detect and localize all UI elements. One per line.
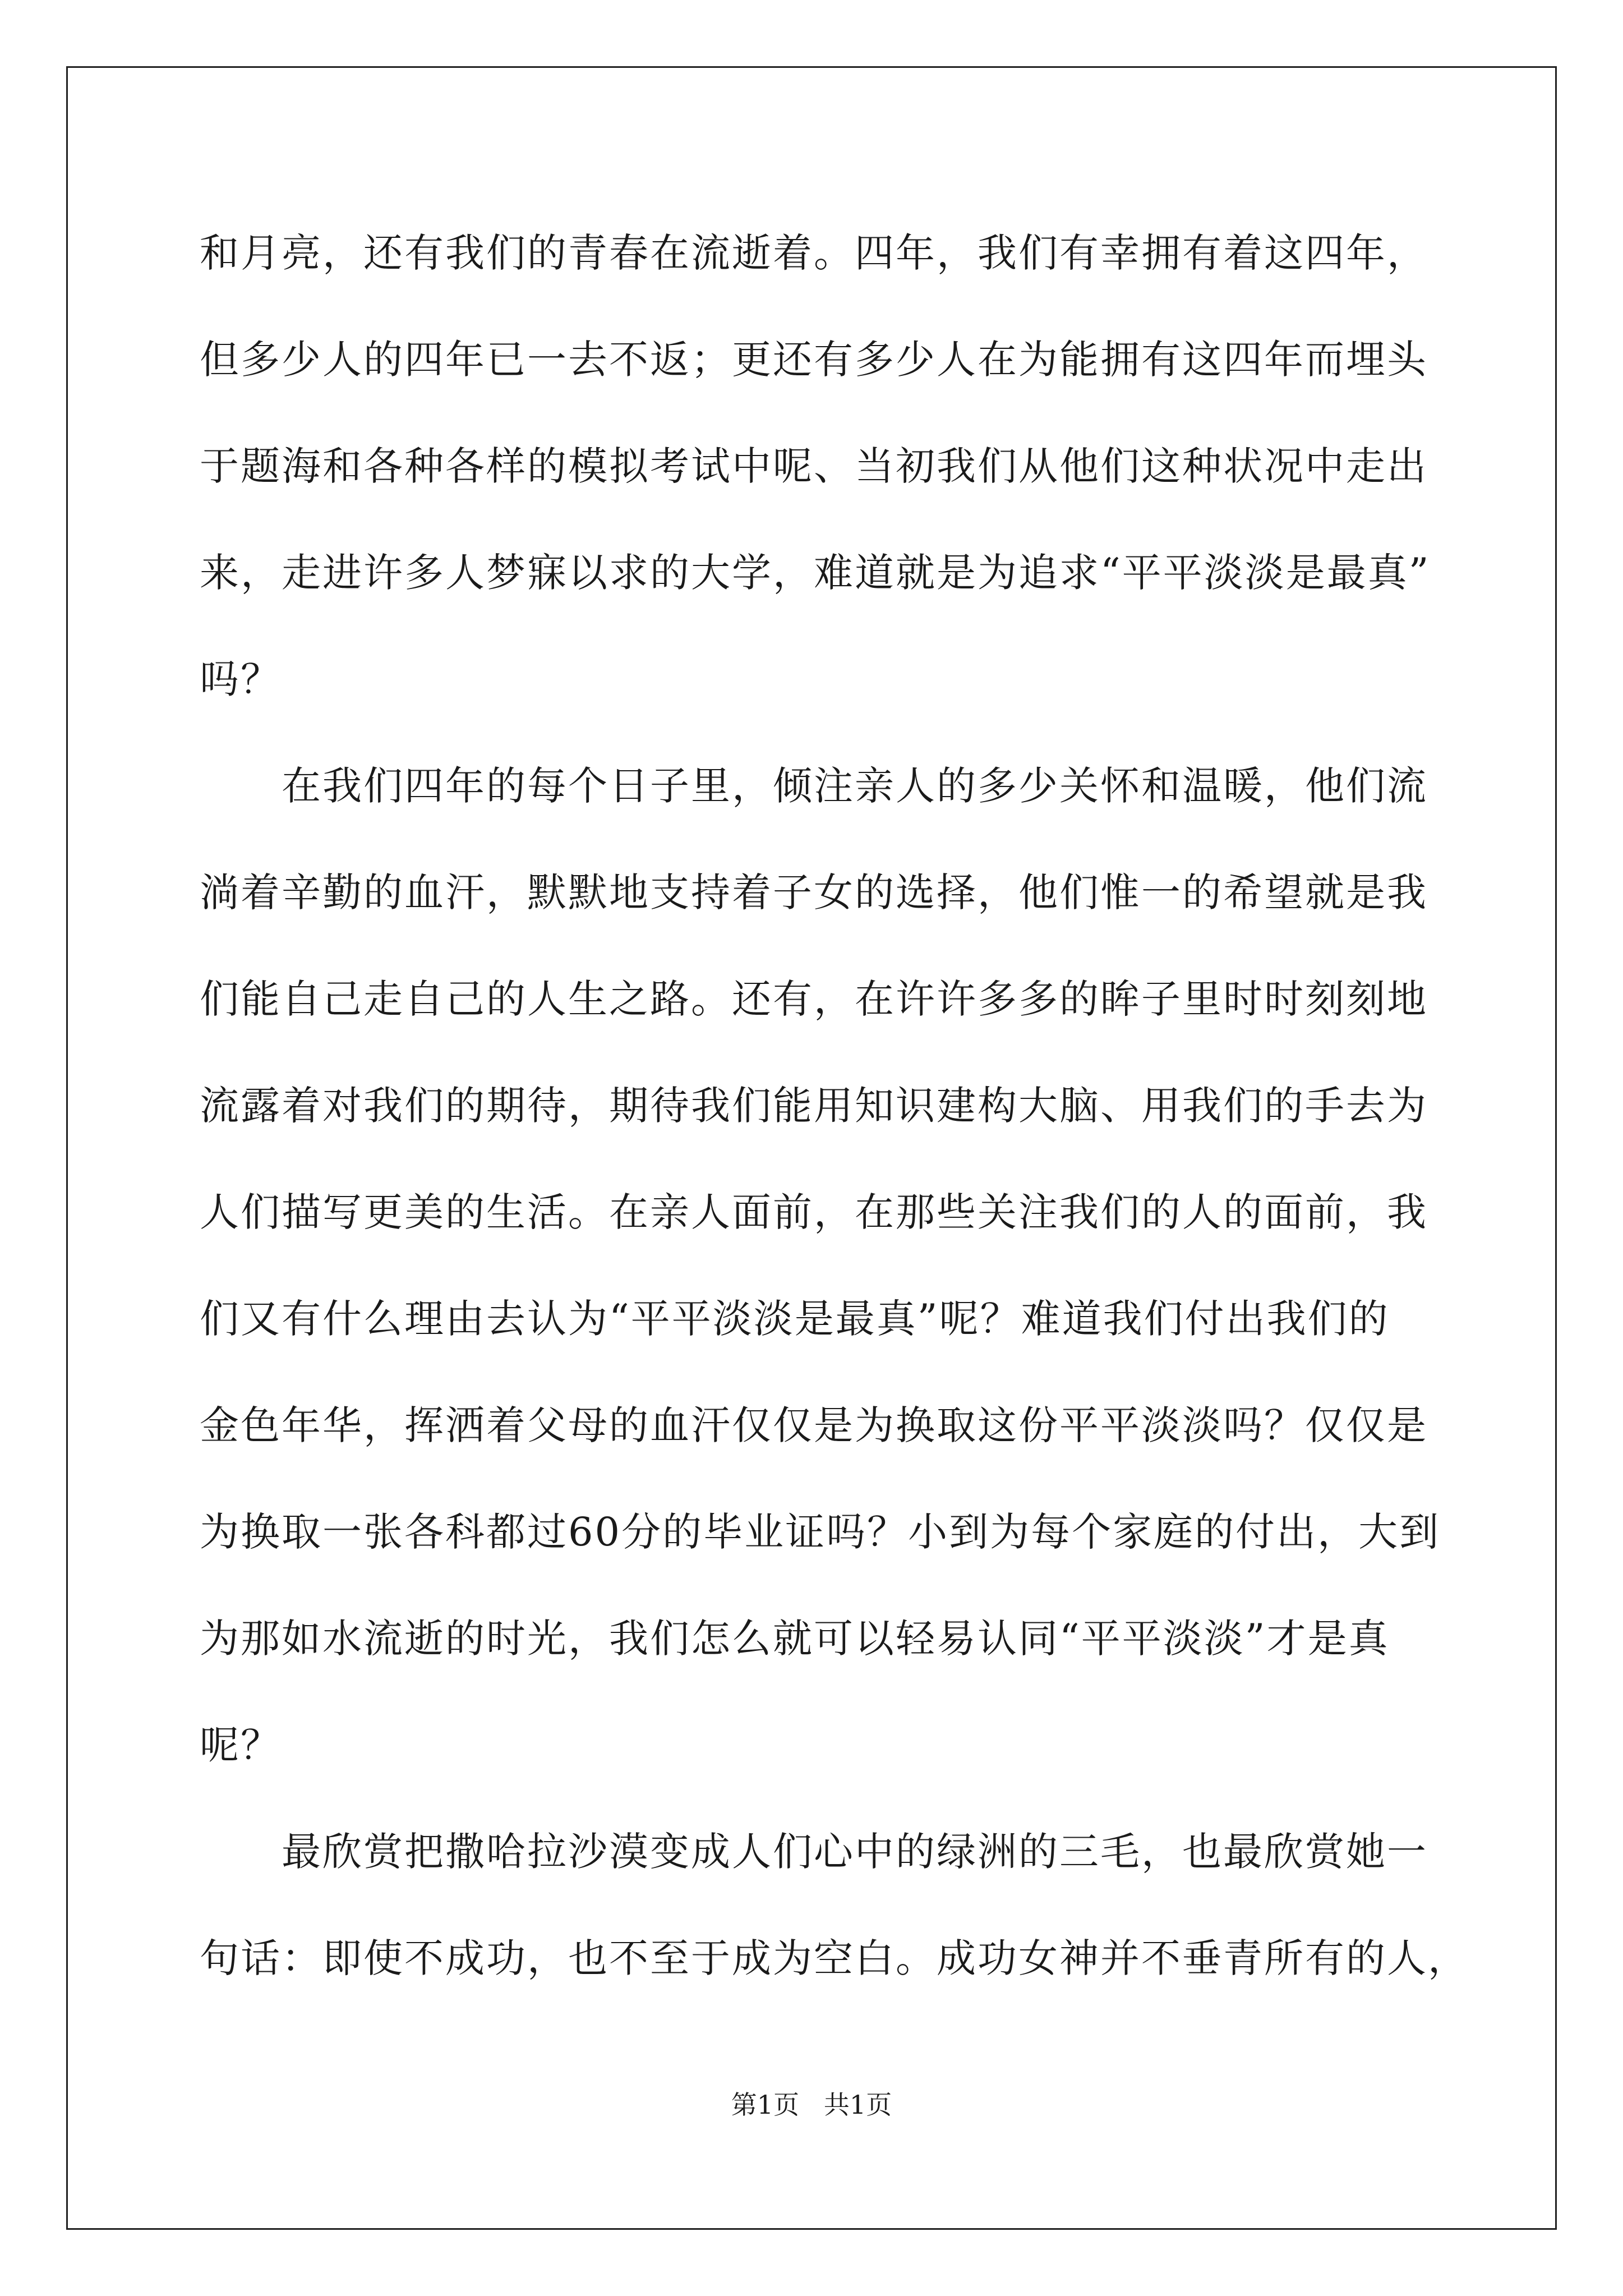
text-line: 为换取一张各科都过60分的毕业证吗？小到为每个家庭的付出，大到 (200, 1509, 1441, 1555)
text-line: 于题海和各种各样的模拟考试中呢、当初我们从他们这种状况中走出 (200, 443, 1428, 489)
text-line: 最欣赏把撒哈拉沙漠变成人们心中的绿洲的三毛，也最欣赏她一 (200, 1829, 1428, 1875)
text-line: 吗？ (200, 656, 282, 702)
text-line: 淌着辛勤的血汗，默默地支持着子女的选择，他们惟一的希望就是我 (200, 869, 1428, 915)
text-line: 们能自己走自己的人生之路。还有，在许许多多的眸子里时时刻刻地 (200, 976, 1428, 1022)
text-line: 呢？ (200, 1722, 282, 1768)
document-body (200, 200, 1469, 2012)
page-footer: 第1页 共1页 (731, 2090, 892, 2120)
text-line: 金色年华，挥洒着父母的血汗仅仅是为换取这份平平淡淡吗？仅仅是 (200, 1402, 1428, 1448)
text-line: 来，走进许多人梦寐以求的大学，难道就是为追求“平平淡淡是最真” (200, 550, 1431, 596)
text-line: 为那如水流逝的时光，我们怎么就可以轻易认同“平平淡淡”才是真 (200, 1616, 1390, 1662)
text-line: 和月亮，还有我们的青春在流逝着。四年，我们有幸拥有着这四年， (200, 230, 1428, 276)
text-line: 但多少人的四年已一去不返；更还有多少人在为能拥有这四年而埋头 (200, 337, 1428, 383)
text-line: 们又有什么理由去认为“平平淡淡是最真”呢？难道我们付出我们的 (200, 1296, 1390, 1342)
text-line: 句话：即使不成功，也不至于成为空白。成功女神并不垂青所有的人， (200, 1935, 1469, 1981)
text-line: 在我们四年的每个日子里，倾注亲人的多少关怀和温暖，他们流 (200, 763, 1428, 809)
text-line: 流露着对我们的期待，期待我们能用知识建构大脑、用我们的手去为 (200, 1083, 1428, 1129)
text-line: 人们描写更美的生活。在亲人面前，在那些关注我们的人的面前，我 (200, 1189, 1428, 1235)
